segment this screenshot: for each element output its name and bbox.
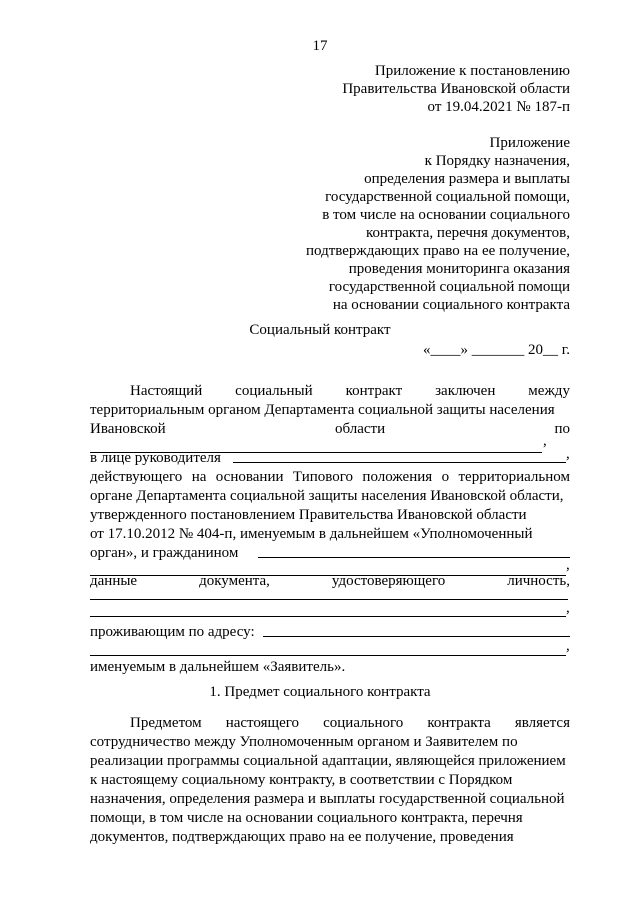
citizen-line — [90, 542, 570, 564]
applicant-line: именуемым в дальнейшем «Заявитель». — [90, 659, 346, 675]
word: социального — [323, 715, 404, 731]
word: Предметом — [130, 715, 202, 731]
appendix2-line: в том числе на основании социального — [322, 207, 570, 223]
word: между — [528, 383, 570, 399]
appendix2-line: к Порядку назначения, — [424, 153, 570, 169]
appendix2-line: проведения мониторинга оказания — [348, 261, 570, 277]
address-line — [90, 621, 570, 643]
citizen-name-field[interactable] — [258, 557, 570, 558]
word: Ивановской — [90, 421, 166, 437]
body-line: органе Департамента социальной защиты населения Ивановской области, — [90, 488, 564, 504]
date-line: «____» _______ 20__ г. — [423, 342, 570, 358]
intro-line-2: территориальным органом Департамента социальной защиты населения — [90, 402, 555, 418]
appendix2-line: на основании социального контракта — [332, 297, 570, 313]
comma: , — [566, 557, 570, 573]
body-line: утвержденного постановлением Правительства Ивановской области — [90, 507, 527, 523]
document-title: Социальный контракт — [249, 322, 391, 338]
word: документа, — [199, 573, 270, 589]
page-number: 17 — [312, 38, 328, 54]
section1-line: назначения, определения размера и выплаты государственной социальной — [90, 791, 565, 807]
appendix2-line: подтверждающих право на ее получение, — [305, 243, 570, 259]
in-person-label: в лице руководителя — [90, 450, 221, 466]
comma: , — [566, 600, 570, 616]
section1-line: сотрудничество между Уполномоченным органом и Заявителем по — [90, 734, 518, 750]
document-data-line — [90, 570, 570, 592]
word: удостоверяющего — [331, 573, 446, 589]
address-field[interactable] — [263, 636, 570, 637]
section-title: 1. Предмет социального контракта — [209, 684, 431, 700]
document-data-field[interactable] — [90, 599, 568, 600]
word: контракт — [345, 383, 403, 399]
word: по — [554, 421, 570, 437]
appendix2-line: Приложение — [489, 135, 570, 151]
appendix-line: от 19.04.2021 № 187-п — [427, 99, 570, 115]
appendix2-line: государственной социальной помощи — [328, 279, 570, 295]
word: области — [334, 421, 386, 437]
section1-line: помощи, в том числе на основании социального контракта, перечня — [90, 810, 523, 826]
word: заключен — [435, 383, 496, 399]
section1-line: к настоящему социальному контракту, в соответствии с Порядком — [90, 772, 513, 788]
appendix2-line: контракта, перечня документов, — [365, 225, 570, 241]
word: социальный — [235, 383, 313, 399]
body-text: действующего на основании Типового положения о территориальном — [90, 469, 570, 485]
comma: , — [566, 638, 570, 654]
comma: , — [543, 433, 547, 449]
word: данные — [90, 573, 138, 589]
citizen-label: орган», и гражданином — [90, 545, 239, 561]
address-label: проживающим по адресу: — [90, 624, 255, 640]
comma: , — [566, 446, 570, 462]
intro-line-3 — [90, 418, 570, 440]
word: настоящего — [225, 715, 300, 731]
appendix2-line: государственной социальной помощи, — [325, 189, 570, 205]
section1-line: документов, подтверждающих право на ее получение, проведения — [90, 829, 514, 845]
appendix-line: Приложение к постановлению — [374, 63, 570, 79]
document-data-field[interactable] — [90, 616, 566, 617]
body-line: от 17.10.2012 № 404-п, именуемым в дальнейшем «Уполномоченный — [90, 526, 533, 542]
word: контракта — [427, 715, 491, 731]
appendix2-line: определения размера и выплаты — [364, 171, 570, 187]
word: личность, — [507, 573, 570, 589]
appendix-line: Правительства Ивановской области — [342, 81, 570, 97]
word: является — [514, 715, 570, 731]
word: Настоящий — [130, 383, 203, 399]
head-name-field[interactable] — [233, 462, 566, 463]
section1-line: реализации программы социальной адаптации, являющейся приложением — [90, 753, 566, 769]
